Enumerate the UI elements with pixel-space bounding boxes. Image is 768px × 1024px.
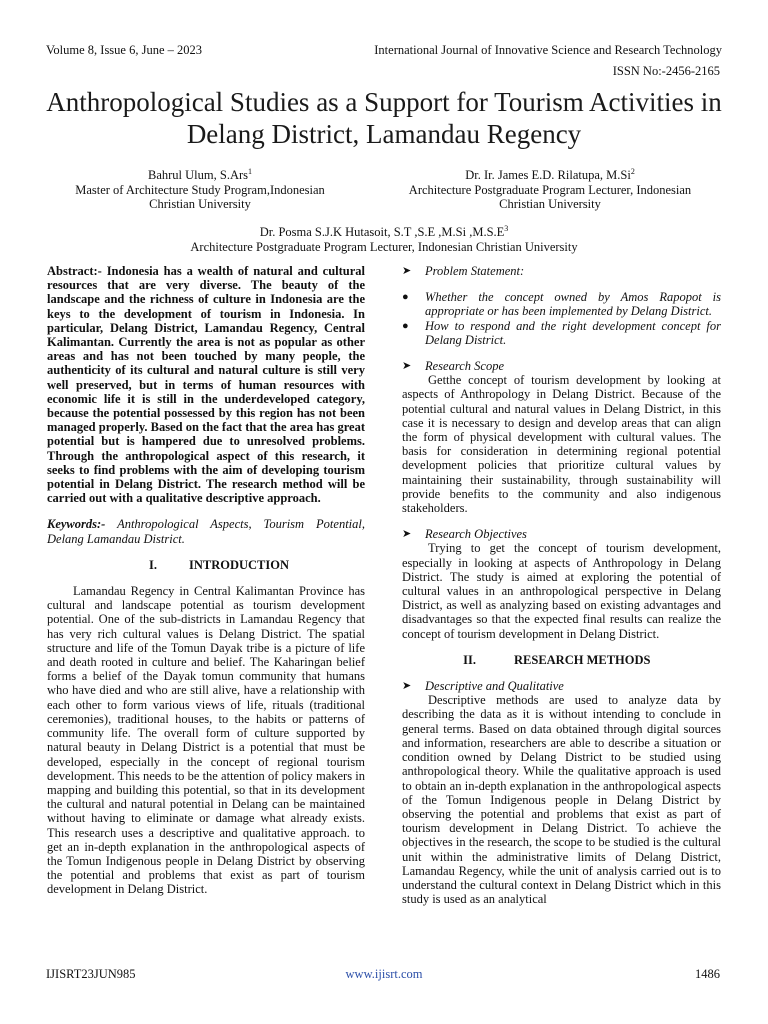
arrow-bullet-icon: ➤ bbox=[402, 265, 412, 277]
methods-paragraph: Descriptive methods are used to analyze data by describing the data as it is without intending to conclude in general terms. Based on data obtained through digital sources and information, researchers are able to describe a situation or condition owned by Delang District to be studied using anthropological theory. While the qualitative approach is used to obtain an in-depth explanation in the anthropological aspects of the Tomun Indigenous people in Delang District by observing the potential and problems that exist as part of tourism development in Delang District. To achieve the objectives in the research, the scope to be studied is the cultural unit within the administrative limits of Delang District, Lamandau Regency, while the unit of analysis carried out is to understand the cultural context in Delang District which in this study is used as an analytical bbox=[402, 693, 721, 907]
author-affiliation: Master of Architecture Study Program,Indonesian bbox=[75, 182, 325, 197]
author-3 bbox=[140, 222, 628, 254]
footer-paper-id: IJISRT23JUN985 bbox=[46, 967, 136, 981]
keywords-text: Anthropological Aspects, Tourism Potential, Delang Lamandau District. bbox=[47, 517, 365, 546]
author-name: Dr. Ir. James E.D. Rilatupa, M.Si bbox=[465, 168, 631, 183]
research-objectives-paragraph: Trying to get the concept of tourism development, especially in looking at aspects of Anthropology in Delang District. The study is aimed at exploring the potential of cultural values in an anthropological perspective in Delang District, as well as analyzing based on existing advantages and disadvantages so that the expected final results can realize the concept of tourism development in Delang District. bbox=[402, 541, 721, 641]
section-heading-research-methods bbox=[402, 653, 721, 667]
author-name: Bahrul Ulum, S.Ars bbox=[148, 168, 248, 183]
author-sup: 1 bbox=[248, 167, 252, 176]
arrow-bullet-icon: ➤ bbox=[402, 528, 412, 541]
section-number: I. bbox=[149, 557, 157, 572]
right-column bbox=[402, 264, 721, 906]
keywords-label: Keywords:- bbox=[47, 517, 106, 532]
section-heading-introduction bbox=[47, 558, 365, 572]
author-sup: 2 bbox=[630, 167, 635, 176]
author-1 bbox=[60, 165, 340, 212]
arrow-bullet-icon: ➤ bbox=[402, 360, 412, 373]
bullet-dot-icon: ● bbox=[402, 291, 409, 304]
subheading-descriptive-qualitative bbox=[402, 679, 721, 693]
research-scope-paragraph: Getthe concept of tourism development by looking at aspects of Anthropology in Delang District. Because of the potential cultural and natural values in Delang District, in this case it is necessary to design and develop areas that can align the form of physical development with cultural values. The basis for consideration in determining regional potential development policies that prioritize cultural values by maintaining their sustainability, through sustainability will provide benefits to the community and also indigenous stakeholders. bbox=[402, 373, 721, 516]
subheading-research-scope bbox=[402, 359, 721, 373]
section-title: INTRODUCTION bbox=[189, 557, 290, 572]
list-item bbox=[402, 319, 721, 347]
author-affiliation: Christian University bbox=[149, 197, 251, 212]
list-item-text: Whether the concept owned by Amos Rapopot is appropriate or has been implemented by Delang District. bbox=[425, 290, 721, 319]
introduction-paragraph: Lamandau Regency in Central Kalimantan Province has cultural and landscape potential as tourism development potential. One of the sub-districts in Lamandau Regency that has very rich cultural values is Delang District. The spatial structure and life of the Tomun Dayak tribe is a picture of life and death rooted in culture and belief. The Kaharingan belief forms a belief of the Dayak tomun community that humans who have died and who are still alive, have a relationship with each other to form various views of life, rituals (traditional ceremonies), traditional houses, to the habits or patterns of community life. The overall form of culture supported by natural beauty in Delang District is a potential that must be developed, especially in the concept of regional tourism development. This needs to be the attention of policy makers in mapping and building this potential, so that in its development the cultural and natural potential in Delang can be maintained without having to eliminate or damage what already exists. This research uses a descriptive and qualitative approach. to get an in-depth explanation in the anthropological aspects of the Tomun Indigenous people in Delang District by observing the potential and problems that exist as part of tourism development in Delang District. bbox=[47, 584, 365, 897]
abstract: Abstract:- Indonesia has a wealth of natural and cultural resources that are very diverse. The beauty of the landscape and the richness of culture in Indonesia are the keys to the development of tourism in Indonesia. In particular, Delang District, Lamandau Regency, Central Kalimantan. Currently the area is not as popular as other areas and has not been touched by many people, the authenticity of its cultural and natural culture is still very well preserved, but in terms of human resources with economic life it is still in the underdeveloped category, because the potential possessed by this region has not been managed properly. Based on the fact that the area has great potential but is hampered due to unresolved problems. Through the anthropological aspect of this research, it seeks to find problems with the aim of developing tourism potential in Delang District. The research method will be carried out with a qualitative descriptive approach. bbox=[47, 264, 365, 506]
list-item-text: How to respond and the right development concept for Delang District. bbox=[425, 318, 721, 347]
author-2 bbox=[390, 165, 710, 212]
keywords bbox=[47, 517, 365, 545]
author-affiliation: Architecture Postgraduate Program Lecturer, Indonesian bbox=[408, 182, 692, 197]
section-title: RESEARCH METHODS bbox=[514, 652, 651, 667]
journal-name: International Journal of Innovative Science and Research Technology bbox=[374, 43, 722, 57]
author-affiliation: Christian University bbox=[499, 197, 601, 212]
bullet-dot-icon: ● bbox=[402, 319, 409, 332]
left-column bbox=[47, 264, 365, 897]
section-number: II. bbox=[463, 652, 476, 667]
subheading-problem-statement bbox=[402, 264, 721, 278]
paper-title: Anthropological Studies as a Support for Tourism Activities in Delang District, Lamandau Regency bbox=[46, 87, 722, 149]
arrow-bullet-icon: ➤ bbox=[402, 680, 412, 693]
footer-page-number: 1486 bbox=[695, 967, 720, 981]
subheading-text: Research Objectives bbox=[425, 527, 527, 542]
subheading-research-objectives bbox=[402, 527, 721, 541]
journal-volume: Volume 8, Issue 6, June – 2023 bbox=[46, 43, 203, 57]
subheading-text: Research Scope bbox=[425, 359, 505, 374]
author-sup: 3 bbox=[504, 224, 509, 233]
list-item bbox=[402, 290, 721, 318]
author-name: Dr. Posma S.J.K Hutasoit, S.T ,S.E ,M.Si ,M.S.E bbox=[259, 225, 505, 240]
issn: ISSN No:-2456-2165 bbox=[612, 64, 720, 78]
author-affiliation: Architecture Postgraduate Program Lecturer, Indonesian Christian University bbox=[190, 239, 578, 254]
footer-website-link[interactable]: www.ijisrt.com bbox=[345, 967, 423, 981]
subheading-text: Problem Statement: bbox=[425, 264, 525, 278]
subheading-text: Descriptive and Qualitative bbox=[425, 679, 564, 694]
